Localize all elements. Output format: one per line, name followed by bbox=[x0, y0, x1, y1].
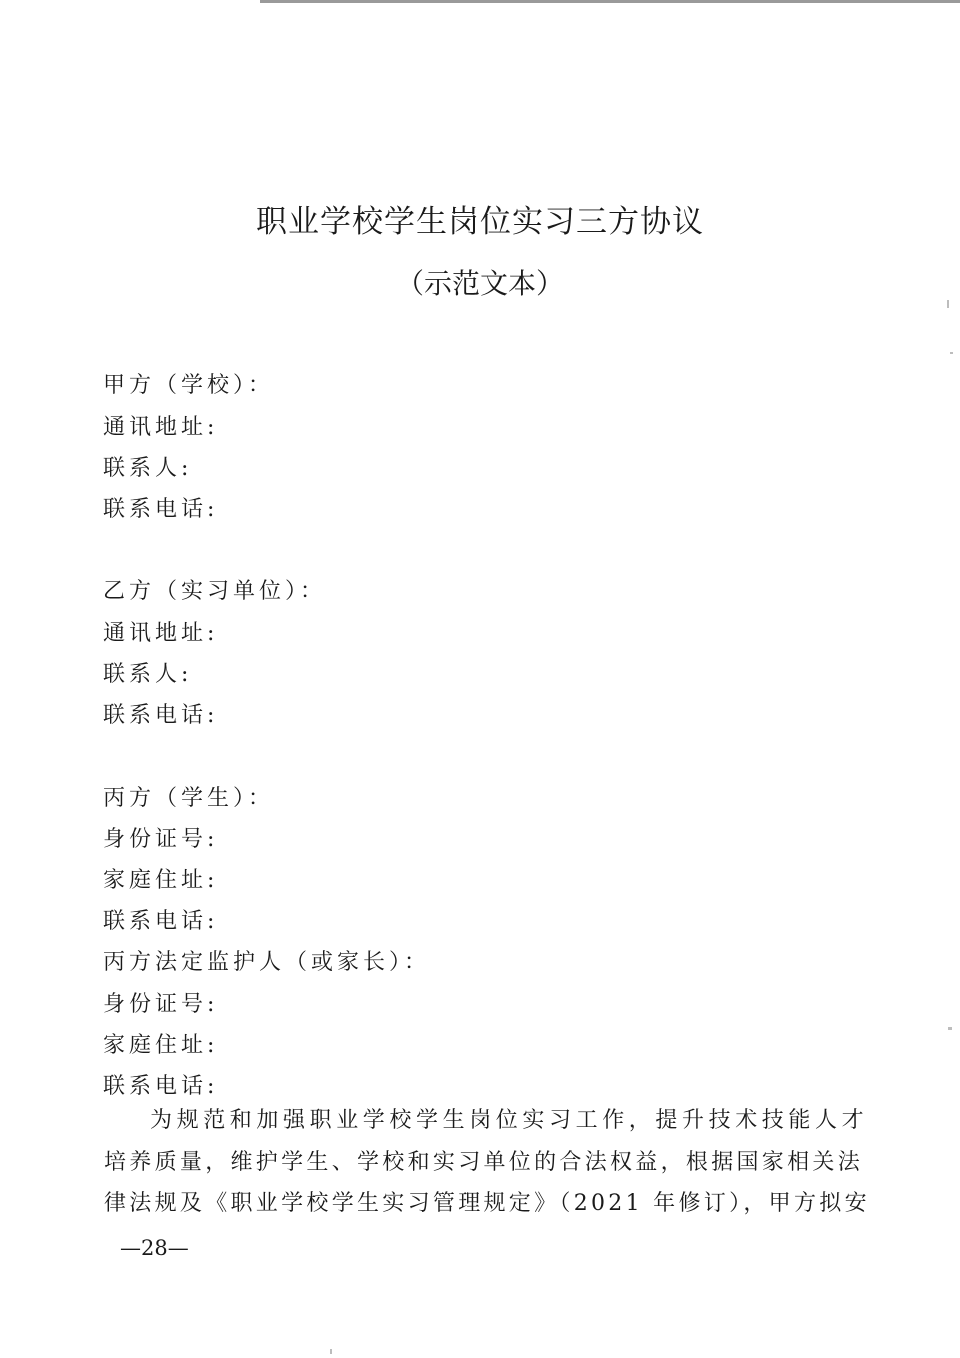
scan-edge-line bbox=[260, 0, 960, 3]
party-a-heading: 甲方（学校）： bbox=[103, 373, 275, 398]
party-c-heading: 丙方（学生）： bbox=[103, 786, 275, 811]
party-c-id-label: 身份证号: bbox=[103, 827, 219, 852]
party-c-home-address-label: 家庭住址: bbox=[103, 868, 219, 893]
party-a-contact-label: 联系人: bbox=[103, 456, 193, 481]
party-c-phone-label: 联系电话: bbox=[103, 909, 219, 934]
preamble-line-3: 律法规及《职业学校学生实习管理规定》（2021 年修订），甲方拟安 bbox=[104, 1191, 870, 1216]
page-number: —28— bbox=[120, 1236, 189, 1260]
scan-speck bbox=[947, 300, 949, 308]
party-b-phone-label: 联系电话: bbox=[103, 703, 219, 728]
scan-speck bbox=[950, 352, 953, 354]
party-a-address-label: 通讯地址: bbox=[103, 415, 219, 440]
party-b-address-label: 通讯地址: bbox=[103, 621, 219, 646]
preamble-line-2: 培养质量，维护学生、学校和实习单位的合法权益，根据国家相关法 bbox=[104, 1150, 864, 1175]
guardian-phone-label: 联系电话: bbox=[103, 1074, 219, 1099]
party-b-heading: 乙方（实习单位）： bbox=[103, 579, 327, 604]
document-title: 职业学校学生岗位实习三方协议 bbox=[256, 204, 704, 240]
guardian-id-label: 身份证号: bbox=[103, 992, 219, 1017]
preamble-line-1: 为规范和加强职业学校学生岗位实习工作，提升技术技能人才 bbox=[150, 1108, 869, 1133]
guardian-home-address-label: 家庭住址: bbox=[103, 1033, 219, 1058]
guardian-heading: 丙方法定监护人（或家长）： bbox=[103, 950, 431, 975]
scan-speck bbox=[948, 1027, 952, 1030]
party-b-contact-label: 联系人: bbox=[103, 662, 193, 687]
party-a-phone-label: 联系电话: bbox=[103, 497, 219, 522]
scan-speck bbox=[330, 1349, 332, 1354]
document-subtitle: （示范文本） bbox=[395, 267, 564, 300]
